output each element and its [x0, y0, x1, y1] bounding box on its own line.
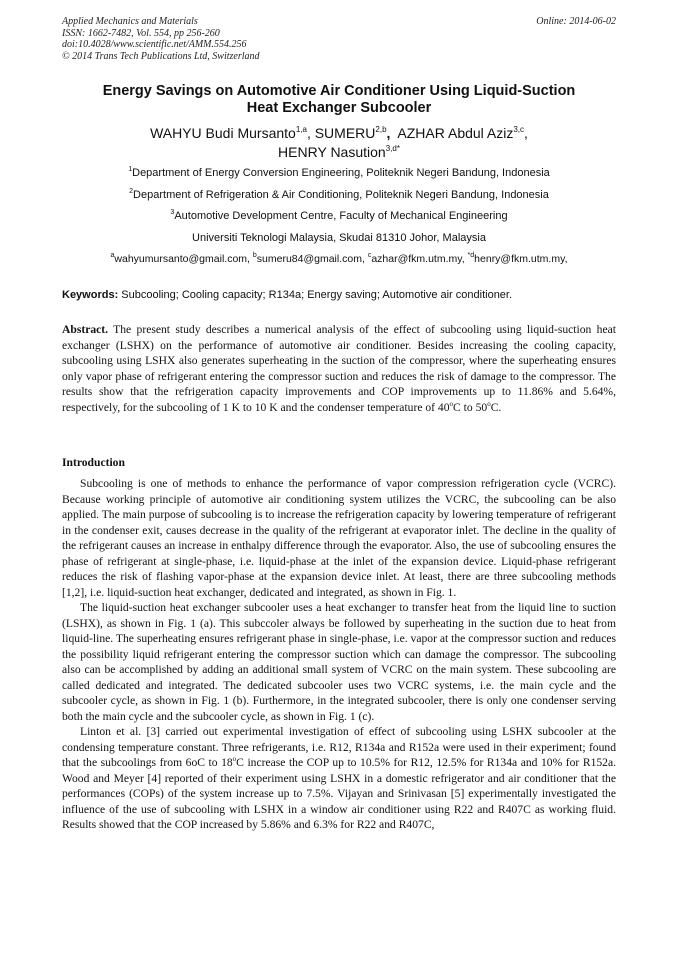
author-name: HENRY Nasution [278, 144, 386, 160]
degree-mark: o [487, 399, 491, 408]
affiliation-text: Department of Energy Conversion Engineering, Politeknik Negeri Bandung, Indonesia [132, 167, 550, 179]
abstract-text: The present study describes a numerical analysis of the effect of subcooling using liquid-suction heat exchanger (LSHX) on the performance of automotive air conditioner. Besides increasing the cooling capacity, subcooling using LSHX also generates superheating in the suction of the compressor, where the superheating ensures only vapor phase of refrigerant entering the compressor suction and reduces the risk of damage to the compressor. The results show that the refrigeration capacity improvements and COP improvements up to 11.86% and 5.64%, respectively, for the subcooling of 1 K to 10 K and the condenser temperature of 40 [62, 323, 616, 414]
affiliation-3-address [62, 232, 616, 245]
abstract-label: Abstract. [62, 323, 109, 336]
email-link[interactable]: azhar@fkm.utm.my, [371, 253, 468, 265]
keywords-text: Subcooling; Cooling capacity; R134a; Energy saving; Automotive air conditioner. [118, 289, 513, 301]
affiliation-text: Universiti Teknologi Malaysia, Skudai 81310 Johor, Malaysia [192, 232, 486, 244]
email-mark: c [367, 252, 372, 259]
intro-paragraph-3 [62, 724, 616, 833]
affiliation-mark: 3 [170, 209, 175, 216]
journal-header [62, 16, 616, 62]
author-name: SUMERU [314, 125, 376, 141]
email-mark: a [110, 252, 115, 259]
paragraph-text: C increase the COP up to 10.5% for R12, 12.5% for R134a and 10% for R152a. Wood and Meyer [4] reported of their experiment using LSHX in a domestic refrigerator and air conditioner that the performances (COPs) of the system increase up to 7.5%. Vijayan and Srinivasan [5] experimentally investigated the influence of the use of subcooling with LSHX in a window air conditioner using R22 and R407C as working fluid. Results showed that the COP increased by 5.86% and 6.3% for R22 and R407C, [62, 756, 616, 831]
author-affiliation-mark: 2,b [375, 125, 387, 134]
affiliation-mark: 2 [129, 188, 134, 195]
email-link[interactable]: wahyumursanto@gmail.com, [114, 253, 253, 265]
abstract-text: C. [490, 400, 502, 414]
email-mark: *d [467, 252, 475, 259]
paragraph-text: Linton et al. [3] carried out experimental investigation of effect of subcooling using LSHX subcooler at the condensing temperature constant. Three refrigerants, i.e. R12, R134a and R152a were used in their experiment; found that the subcoolings from 6oC to 18 [62, 725, 616, 769]
author-affiliation-mark: 1,a [295, 125, 307, 134]
section-heading-introduction: Introduction [62, 456, 125, 469]
author-affiliation-mark: 3,c [513, 125, 525, 134]
journal-name: Applied Mechanics and Materials [62, 16, 198, 27]
abstract-paragraph [62, 322, 616, 415]
author-emails [62, 253, 616, 266]
journal-doi[interactable]: doi:10.4028/www.scientific.net/AMM.554.256 [62, 39, 247, 51]
email-link[interactable]: sumeru84@gmail.com, [256, 253, 368, 265]
paper-title [62, 83, 616, 117]
affiliation-mark: 1 [128, 166, 133, 173]
author-name: WAHYU Budi Mursanto [150, 125, 296, 141]
degree-mark: o [449, 399, 454, 408]
email-mark: b [252, 252, 257, 259]
title-line-1: Energy Savings on Automotive Air Conditioner Using Liquid-Suction [102, 83, 576, 99]
affiliation-text: Automotive Development Centre, Faculty of Mechanical Engineering [174, 210, 508, 222]
keywords-label: Keywords: [62, 289, 119, 301]
title-line-2: Heat Exchanger Subcooler [246, 100, 432, 116]
degree-mark: o [232, 755, 237, 763]
journal-issn: ISSN: 1662-7482, Vol. 554, pp 256-260 [62, 27, 220, 39]
author-list [62, 124, 616, 162]
journal-copyright: © 2014 Trans Tech Publications Ltd, Switzerland [62, 50, 260, 62]
author-affiliation-mark: 3,d* [385, 144, 400, 153]
online-date: Online: 2014-06-02 [536, 16, 616, 27]
affiliation-2 [62, 189, 616, 202]
keywords [62, 289, 616, 302]
intro-paragraph-1: Subcooling is one of methods to enhance the performance of vapor compression refrigeration cycle (VCRC). Because working principle of automotive air conditioning system utilizes the VCRC, the subcooling can be also applied. The main purpose of subcooling is to increase the refrigeration capacity by lowering temperature of refrigerant in the condenser exit, causes decrease in the quality of the refrigerant at evaporator inlet. The decline in the quality of the refrigerant causes an increase in enthalpy difference through the evaporator. Also, the use of subcooling ensures the phase of refrigerant at single-phase, i.e. liquid-phase at the inlet of the expansion device. Liquid-phase refrigerant reduces the risk of flashing vapor-phase at the expansion device inlet. At least, there are three subcooling methods [1,2], i.e. liquid-suction heat exchanger, dedicated and integrated, as shown in Fig. 1. [62, 477, 616, 599]
affiliation-1 [62, 167, 616, 180]
abstract [62, 322, 616, 415]
abstract-text: C to 50 [453, 400, 488, 414]
email-link[interactable]: henry@fkm.utm.my, [474, 253, 568, 265]
introduction-body [62, 476, 616, 833]
author-line-1: WAHYU Budi Mursanto$^{1,a}$, SUMERU$^{2,b}$, AZHAR Abdul Aziz$^{3,c}$, [150, 125, 528, 141]
author-name: AZHAR Abdul Aziz [397, 125, 514, 141]
affiliation-3 [62, 210, 616, 223]
affiliation-text: Department of Refrigeration & Air Conditioning, Politeknik Negeri Bandung, Indonesia [133, 189, 549, 201]
intro-paragraph-2: The liquid-suction heat exchanger subcooler uses a heat exchanger to transfer heat from the liquid line to suction (LSHX), as shown in Fig. 1 (a). This subccoler always be followed by superheating in the suction due to heat from liquid-line. The superheating ensures refrigerant phase in single-phase, i.e. vapor at the compressor suction and reduces the possibility liquid refrigerant entering the compressor suction which can damage the compressor. The subcooling also can be accomplished by adding an additional small system of VCRC on the main system. These subcooling are called dedicated and integrated. The dedicated subcooler uses two VCRC systems, i.e. the main cycle and the subcooler cycle, as shown in Fig. 1 (b). Furthermore, in the integrated subcooler, there is only one condenser serving both the main cycle and the subcooler cycle, as shown in Fig. 1 (c). [62, 601, 616, 723]
author-line-2 [62, 143, 616, 162]
